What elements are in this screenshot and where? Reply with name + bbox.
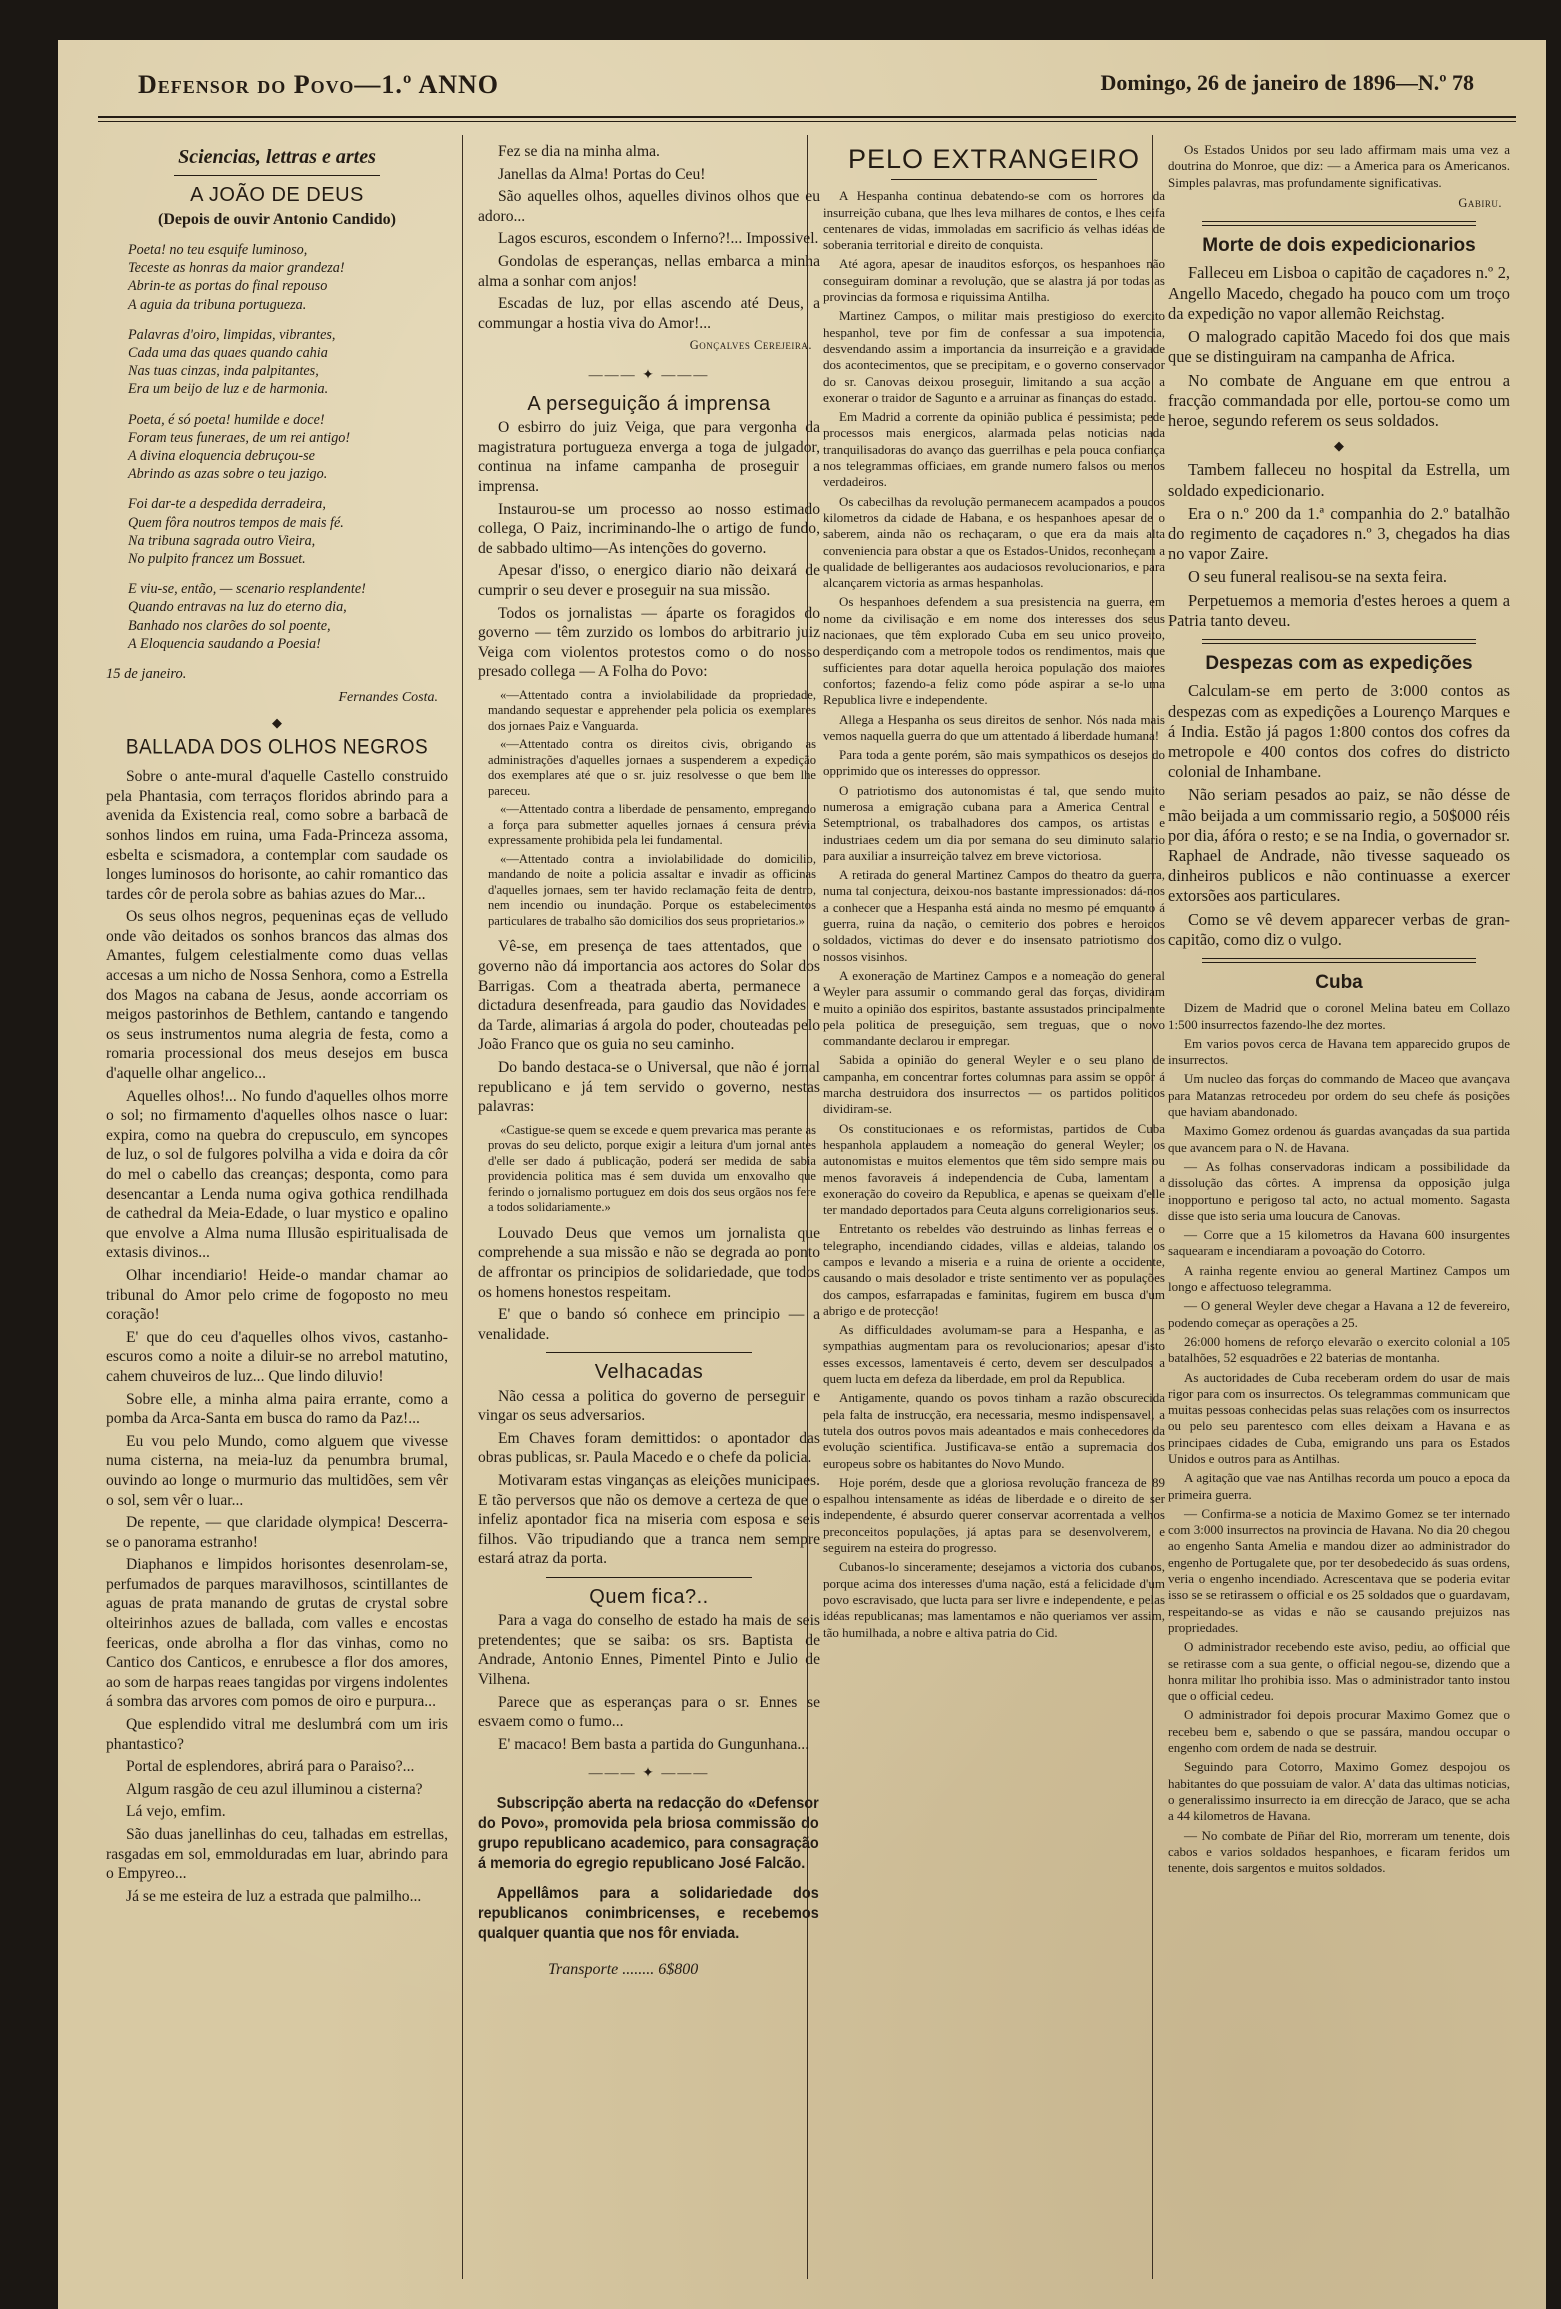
paragraph: Não cessa a politica do governo de perseguir e vingar os seus adversarios. <box>478 1387 820 1425</box>
article-title-quemfica: Quem fica?.. <box>589 1586 709 1608</box>
article-title-cuba: Cuba <box>1315 971 1363 993</box>
paragraph: Sobre o ante-mural d'aquelle Castello construido pela Phantasia, com terraços floridos abrindo para a avenida da Existencia real, como sobre a barbacã de sonhos lindos em ruina, uma Fada-Princeza assoma, esbelta e scismadora, a contemplar com saudade os longes luminosos do horisonte, ao cahir romantico das tardes côr de perola sobre as bahias azues do Mar... <box>106 768 448 903</box>
paragraph: Olhar incendiario! Heide-o mandar chamar ao tribunal do Amor pelo crime de fogoposto no meu coração! <box>106 1266 448 1324</box>
paragraph: Antigamente, quando os povos tinham a razão obscurecida pela falta de instrucção, era necessaria, mesmo indispensavel, a tutela dos outros povos mais adeantados e mais conhecedores da evolução scientifica. Justificava-se então a supremacia dos europeus sobre os habitantes do Novo Mundo. <box>823 1390 1165 1471</box>
masthead <box>58 40 1546 120</box>
ornament: ◆ <box>272 714 282 730</box>
paragraph: Janellas da Alma! Portas do Ceu! <box>498 165 706 183</box>
paragraph: O esbirro do juiz Veiga, que para vergonha da magistratura portugueza enverga a toga de julgador, continua na infame campanha de proseguir a imprensa. <box>478 419 820 496</box>
poem-line: Na tribuna sagrada outro Vieira, <box>128 532 316 549</box>
paragraph: No combate de Anguane em que entrou a fracção commandada por elle, portou-se como um heroe, segundo referem os seus soldados. <box>1168 370 1510 430</box>
article-body <box>478 1387 820 1569</box>
divider <box>546 1352 751 1353</box>
subscription-notice <box>478 1794 819 1944</box>
paragraph: Sabida a opinião do general Weyler e o seu plano de campanha, em concentrar fortes columnas para assim se oppôr á marcha destruidora dos insurrectos — os partidos politicos dividiram-se. <box>823 1052 1165 1117</box>
poem-line: Abrin-te as portas do final repouso <box>128 278 328 295</box>
poem-stanza <box>128 241 448 314</box>
divider <box>891 179 1096 180</box>
paragraph: Fez se dia na minha alma. <box>498 143 660 160</box>
poem-line: No pulpito francez um Bossuet. <box>128 550 306 567</box>
paragraph: As auctoridades de Cuba receberam ordem do usar de mais rigor para com os insurrectos. Os telegrammas communicam que muitas pessoas conhecidas pelas suas relações com os insurrectos ou pelo seu parentesco com elles deixam a Havana e as principaes cidades de Cuba, emigrando uns para os Estados Unidos e outros para as Antilhas. <box>1168 1369 1510 1466</box>
paragraph: Como se vê devem apparecer verbas de gran-capitão, como diz o vulgo. <box>1168 909 1510 949</box>
paragraph: Os hespanhoes defendem a sua presistencia na guerra, em nome da civilisação e em nome dos interesses dos seus nacionaes, que têm explorado Cuba em seu unico proveito, desperdiçando com a metropole todos os rendimentos, mais que sufficientes para dotar aquella heroica população dos maiores confortos; fazendo-a feliz como póde aspirar a se-lo uma Republica livre e independente. <box>823 594 1165 708</box>
paragraph: A agitação que vae nas Antilhas recorda um pouco a epoca da primeira guerra. <box>1168 1470 1510 1502</box>
paragraph: Os cabecilhas da revolução permanecem acampados a poucos kilometros da cidade de Habana, e os hespanhoes apesar de o saberem, ainda não os rechaçaram, o que era da mais alta conveniencia para obstar a que os Estados-Unidos, reconheçam a qualidade de belligerantes aos audaciosos revolucionarios, e para alcançarem victoria as armas hespanholas. <box>823 493 1165 591</box>
paragraph: Allega a Hespanha os seus direitos de senhor. Nós nada mais vemos naquella guerra do que um attentado á liberdade humana! <box>823 711 1165 743</box>
quote-paragraph: «—Attentado contra a inviolabilidade da propriedade, mandando sequestar e apprehender pela policia os exemplares dos jornaes Paiz e Vanguarda. <box>488 687 816 733</box>
poem-line: Teceste as honras da maior grandeza! <box>128 260 345 277</box>
paragraph: Aquelles olhos!... No fundo d'aquelles olhos morre o sol; no firmamento d'aquelles olhos nasce o luar: expira, como na quebra do crepusculo, em syncopes de luz, o sol de fulgores polvilha a vida e doira da côr do mel o cabello das creanças; desponta, como para desencantar a Lenda numa ogiva gothica rendilhada de cathedral da Meia-Edade, o luar mystico e opalino que envolve a Alma numa Illusão espiritualisada de extasis divinos... <box>106 1087 448 1262</box>
paragraph: Os seus olhos negros, pequeninas eças de velludo onde vão deitados os sonhos brancos das almas dos Amantes, fulgem celestialmente como duas vellas accesas a um nicho de Nossa Senhora, como a Estrella dos Magos na cabana de Jesus, aonde accorriam os meigos pastorinhos de Bethlem, cantando e tangendo os seus instrumentos numa alegria de festa, como a romaria processional dos meus desejos em busca d'aquelle olhar angelico... <box>106 908 448 1083</box>
column-1 <box>106 142 448 1909</box>
paragraph: De repente, — que claridade olympica! Descerra-se o panorama estranho! <box>106 1514 448 1551</box>
article-body <box>1168 263 1510 431</box>
paragraph: Perpetuemos a memoria d'estes heroes a quem a Patria tanto deveu. <box>1168 590 1510 630</box>
masthead-date: Domingo, 26 de janeiro de 1896—N.º 78 <box>1100 70 1474 95</box>
paragraph: Todos os jornalistas — áparte os foragidos do governo — têm zurzido os lombos do arbitrario juiz Veiga com violentos protestos como o do nosso presado collega — A Folha do Povo: <box>478 604 820 681</box>
article-quote <box>488 1123 816 1216</box>
paragraph: Portal de esplendores, abrirá para o Paraiso?... <box>126 1758 415 1776</box>
article-body <box>1168 460 1510 631</box>
paragraph: Já se me esteira de luz a estrada que palmilho... <box>126 1887 422 1905</box>
quote-paragraph: «—Attentado contra a inviolabilidade do domicilio, mandando de noite a policia assaltar e invadir as officinas d'aquelles jornaes, sem ter havido reclamação feita de dentro, nem incendio ou inundação. Porque os estabelecimentos particulares de trabalho são domicilios dos seus proprietarios.» <box>488 851 816 928</box>
article-title-velhacadas: Velhacadas <box>594 1361 704 1384</box>
column-2 <box>478 142 820 1979</box>
column-3 <box>823 142 1165 1644</box>
paragraph: 26:000 homens de reforço elevarão o exercito colonial a 105 batalhões, 52 esquadrões e 22 baterias de montanha. <box>1168 1333 1510 1366</box>
paragraph: — Corre que a 15 kilometros da Havana 600 insurgentes saquearam e incendiaram a povoação do Cotorro. <box>1168 1227 1510 1259</box>
article-quote <box>488 688 816 930</box>
article-body <box>1168 1000 1510 1876</box>
intro-paragraph <box>1168 142 1510 191</box>
poem-line: Nas tuas cinzas, inda palpitantes, <box>128 363 319 380</box>
paragraph: — O general Weyler deve chegar a Havana a 12 de fevereiro, podendo começar as operações a 25. <box>1168 1298 1510 1330</box>
paragraph: Diaphanos e limpidos horisontes desenrolam-se, perfumados de parques maravilhosos, scintillantes de aguas de prata manando de grutas de crystal sobre olteirinhos azues de ballada, com valles e encostas feericas, onde abrolha a flor das vinhas, como no Cantico dos Canticos, e enrubesce a flor dos amores, ao som de harpas reaes tangidas por virgens indolentes á sombra das arvores com pomos de oiro e purpura... <box>106 1556 448 1711</box>
article-title-expenses: Despezas com as expedições <box>1205 653 1473 675</box>
paragraph: A retirada do general Martinez Campos do theatro da guerra, numa tal conjectura, deixou-nos bastante impressionados: dá-nos a conhecer que a Hespanha está ainda no mesmo pé emquanto á guerra, ruina da nação, o cemiterio dos pobres e heroicos soldados, victimas do dever e do insensato patriotismo dos nossos visinhos. <box>823 867 1165 964</box>
poem-line: Palavras d'oiro, limpidas, vibrantes, <box>128 326 336 343</box>
poem-line: A divina eloquencia debruçou-se <box>128 447 315 464</box>
ornament: ◆ <box>1334 438 1344 454</box>
article-body <box>1168 681 1510 950</box>
quote-paragraph: «—Attentado contra a liberdade de pensamento, empregando a força para submetter aquelles jornaes á censura prévia expressamente prohibida pela lei fundamental. <box>488 802 816 848</box>
section-title: Sciencias, lettras e artes <box>178 146 376 168</box>
article-title-persecution: A perseguição á imprensa <box>527 392 771 415</box>
paragraph: Que esplendido vitral me deslumbrá com um iris phantastico? <box>106 1716 448 1753</box>
paragraph: E' que o bando só conhece em principio — a venalidade. <box>478 1306 820 1343</box>
paragraph: Não seriam pesados ao paiz, se não désse de mão beijada a um commissario regio, a 50$000 réis por dia, áfóra o resto; e se na India, o governador sr. Raphael de Andrade, não tivesse saqueado os dinheiros publicos e não continuasse a exercer extorsões aos particulares. <box>1168 785 1510 906</box>
article-title-deaths: Morte de dois expedicionarios <box>1202 235 1476 257</box>
ballada-body <box>106 767 448 1906</box>
ballada-title: BALLADA DOS OLHOS NEGROS <box>125 735 429 759</box>
article-body <box>478 937 820 1116</box>
paragraph: Para toda a gente porém, são mais sympathicos os desejos do opprimido que os interesses do oppressor. <box>823 747 1165 779</box>
poem-stanza <box>128 495 448 568</box>
newspaper-page <box>58 40 1546 2309</box>
paragraph: — Confirma-se a noticia de Maximo Gomez se ter internado com 3:000 insurrectos na provincia de Havana. No dia 20 chegou ao engenho Santa Amelia e mandou dizer ao administrador do engenho de Portugalete que, por ter desobedecido ás suas ordens, veria o engenho incendiado. Acrescentava que se poderia evitar isso se se retirassem o official e os 25 soldados que o guardavam, respeitando-se as vidas e não se causando prejuizos nas propriedades. <box>1168 1505 1510 1635</box>
poem-line: Foram teus funeraes, de um rei antigo! <box>128 429 351 446</box>
paragraph: Calculam-se em perto de 3:000 contos as despezas com as expedições a Lourenço Marques e á India. Estão já pagos 1:800 contos dos cofres da metropole e 400 contos dos cofres do districto colonial de Inhambane. <box>1168 681 1510 782</box>
paragraph: O malogrado capitão Macedo foi dos que mais que se distinguiram na campanha de Africa. <box>1168 327 1510 367</box>
foreign-news-body <box>823 188 1165 1641</box>
poem-author: Fernandes Costa. <box>338 690 438 706</box>
intro-author: Gabiru. <box>1458 195 1502 210</box>
paragraph: Entretanto os rebeldes vão destruindo as linhas ferreas e o telegrapho, incendiando cidades, villas e aldeias, talando os campos e levando a miseria e a ruina de oriente a occidente, causando o mais desolador e triste sentimento ver as populações dos campos, esfarrapadas e faminitas, fugirem em busca d'um abrigo e de protecção! <box>823 1221 1165 1318</box>
paragraph: Em Madrid a corrente da opinião publica é pessimista; pede processos mais energicos, alarmada pelas noticias nada tranquilisadoras do avanço das guerrilhas e pela pouca confiança nos telegrammas officiaes, em grande numero falsos ou menos verdadeiros. <box>823 409 1165 490</box>
paragraph: Louvado Deus que vemos um jornalista que comprehende a sua missão e não se degrada ao ponto de affrontar os principios de solidariedade, que todos os homens honestos respeitam. <box>478 1224 820 1301</box>
paragraph: Para a vaga do conselho de estado ha mais de seis pretendentes; que se saiba: os srs. Baptista de Andrade, Antonio Ennes, Pimentel Pinto e Julio de Vilhena. <box>478 1612 820 1689</box>
quote-paragraph: «—Attentado contra os direitos civis, obrigando as administrações d'aquelles jornaes a suspenderem a expedição dos exemplares até que o sr. juiz resolvesse o que bem lhe pareceu. <box>488 737 816 798</box>
article-body <box>478 418 820 682</box>
divider <box>1202 221 1476 226</box>
poem-stanza <box>128 580 448 653</box>
paragraph: Instaurou-se um processo ao nosso estimado collega, O Paiz, incriminando-lhe o artigo de fundo, de sabbado ultimo—As intenções do governo. <box>478 500 820 557</box>
paragraph: Lá vejo, emfim. <box>126 1803 226 1821</box>
paragraph: Em varios povos cerca de Havana tem apparecido grupos de insurrectos. <box>1168 1035 1510 1068</box>
column-4 <box>1168 142 1510 1879</box>
ornament: ——— ✦ ——— <box>588 367 710 383</box>
paragraph: Seguindo para Cotorro, Maximo Gomez despojou os habitantes do que possuiam de valor. A' data das ultimas noticias, o generalissimo insurrecto ia em direcção de Jaraco, que se acha a 44 kilometros de Havana. <box>1168 1759 1510 1824</box>
paragraph: Apesar d'isso, o energico diario não deixará de cumprir o seu dever e proseguir na sua missão. <box>478 562 820 599</box>
transport-label: Transporte <box>548 1960 619 1978</box>
poem-line: Poeta, é só poeta! humilde e doce! <box>128 411 325 428</box>
poem-line: Foi dar-te a despedida derradeira, <box>128 496 326 513</box>
poem-line: Banhado nos clarões do sol poente, <box>128 617 331 634</box>
poem-stanza <box>128 411 448 484</box>
paragraph: O administrador recebendo este aviso, pediu, ao official que se retirasse com a sua gente, o official negou-se, dizendo que a honra militar lho prohibia isso. Mas o administrador tanto instou que o official cedeu. <box>1168 1639 1510 1704</box>
divider <box>174 175 379 176</box>
poem-line: A aguia da tribuna portugueza. <box>128 296 307 313</box>
ornament: ——— ✦ ——— <box>588 1766 710 1782</box>
paragraph: Tambem falleceu no hospital da Estrella, um soldado expedicionario. <box>1168 460 1510 500</box>
paragraph: A rainha regente enviou ao general Martinez Campos um longo e affectuoso telegramma. <box>1168 1262 1510 1295</box>
poem-line: Era um beijo de luz e de harmonia. <box>128 381 329 398</box>
poem-stanza <box>128 326 448 399</box>
paragraph: E' macaco! Bem basta a partida do Gungunhana... <box>498 1735 810 1753</box>
paragraph: Vê-se, em presença de taes attentados, que o governo não dá importancia aos actores do Solar dos Barrigas. Com a theatrada aberta, permanece a dictadura desenfreada, para gaudio das Novidades e da Tarde, alimarias á argola do poder, chouteadas pelo João Franco que os guia no seu caminho. <box>478 938 820 1054</box>
paragraph: Do bando destaca-se o Universal, que não é jornal republicano e já tem servido o governo, nestas palavras: <box>478 1059 820 1116</box>
paragraph: Sobre elle, a minha alma paira errante, como a pomba da Arca-Santa em busca do ramo da Paz!... <box>106 1390 448 1428</box>
paragraph: O administrador foi depois procurar Maximo Gomez que o recebeu bem e, sabendo o que se passára, mandou occupar o engenho com ordem de nada se destruir. <box>1168 1707 1510 1756</box>
paragraph: Era o n.º 200 da 1.ª companhia do 2.º batalhão do regimento de caçadores n.º 3, chegados ha dias no vapor Zaire. <box>1168 503 1510 564</box>
poem-line: Quem fôra noutros tempos de mais fé. <box>128 514 344 531</box>
foreign-news-title: PELO EXTRANGEIRO <box>847 144 1141 174</box>
paragraph: São aquelles olhos, aquelles divinos olhos que eu adoro... <box>478 188 820 225</box>
poem-line: A Eloquencia saudando a Poesia! <box>128 635 321 652</box>
paragraph: A Hespanha continua debatendo-se com os horrores da insurreição cubana, que lhes leva milhares de contos, e lhes ceifa centenares de vidas, immoladas em sacrificio ás velhas idéas de soberania territorial e direito de conquista. <box>823 188 1165 253</box>
article-body <box>478 1611 820 1754</box>
poem-line: Cada uma das quaes quando cahia <box>128 344 328 361</box>
paragraph: O patriotismo dos autonomistas é tal, que sendo muito numerosa a emigração cubana para a America Central e Setemptrional, os trabalhadores dos campos, os artistas e industriaes cedem um dia por semana do seu diminuto salario para auxiliar a insurreição talvez em breve victoriosa. <box>823 782 1165 863</box>
poem-body <box>106 241 448 653</box>
divider <box>1202 958 1476 963</box>
quote-text: «Castigue-se quem se excede e quem prevarica mas perante as provas do seu delicto, porque exigir a leitura d'um jornal antes d'elle ser dado á publicação, poderá ser medida de sabia providencia politica mas é sem duvida um enxovalho que ferindo o jornalismo portuguez em dois dos seus orgãos nos fere a todos solidariamente.» <box>488 1122 816 1215</box>
notice-paragraph: Subscripção aberta na redacção do «Defensor do Povo», promovida pela briosa commissão do grupo republicano academico, para consagração á memoria do egregio republicano José Falcão. <box>478 1794 819 1872</box>
poem-line: Quando entravas na luz do eterno dia, <box>128 599 347 616</box>
masthead-title: Defensor do Povo—1.º ANNO <box>138 70 500 99</box>
paragraph: Cubanos-lo sinceramente; desejamos a victoria dos cubanos, porque acima dos interesses d'uma nação, está a felicidade d'um povo escravisado, que lucta para ser livre e independente, e pelas idéas republicanas; mas lamentamos e não queriamos ver assim, tão humilhada, a nobre e altiva patria do Cid. <box>823 1559 1165 1640</box>
paragraph: Os constitucionaes e os reformistas, partidos de Cuba hespanhola applaudem a nomeação do general Weyler; os autonomistas e muitos elementos que têm sido sempre mais ou menos favoraveis á independencia de Cuba, lamentam a exoneração do coveiro da Republica, e apenas se queixam d'elle ter mandado deportados para Ceuta alguns correligionarios seus. <box>823 1120 1165 1218</box>
masthead-rule-thin <box>98 121 1516 122</box>
poem-date: 15 de janeiro. <box>106 665 187 682</box>
paragraph: — No combate de Piñar del Rio, morreram um tenente, dois cabos e varios soldados hespanhoes, e ficaram feridos um tenente, dois sargentos e muitos soldados. <box>1168 1827 1510 1876</box>
paragraph: Até agora, apesar de inauditos esforços, os hespanhoes não conseguiram dominar a revolução, que se alastra já por todas as provincias da formosa e riquissima Antilha. <box>823 256 1165 305</box>
poem-line: E viu-se, então, — scenario resplandente! <box>128 581 366 598</box>
poem-line: Abrindo as azas sobre o teu jazigo. <box>128 466 328 483</box>
ballada-ending <box>478 142 820 333</box>
paragraph: Gondolas de esperanças, nellas embarca a minha alma a sonhar com anjos! <box>478 252 820 290</box>
paragraph: Martinez Campos, o militar mais prestigioso do exercito hespanhol, teve por fim de confessar a sua impotencia, desvendando assim a importancia da insurreição e a gravidade dos acontecimentos, que se precipitam, e o governo conservador do sr. Canovas deixou proseguir, limitando a sua acção a exonerar o traidor de Sagunto e a arruinar as finanças do estado. <box>823 308 1165 405</box>
column-divider <box>462 135 463 2279</box>
article-body <box>478 1224 820 1345</box>
paragraph: Motivaram estas vinganças as eleições municipaes. E tão perversos que não os demove a certeza de que o infeliz apontador fica na miseria com esposa e seis filhos. Vão tripudiando que a tranca nem sempre estará atraz da porta. <box>478 1472 820 1568</box>
paragraph: São duas janellinhas do ceu, talhadas em estrellas, rasgadas em sol, emmolduradas em luar, abrindo para o Empyreo... <box>106 1826 448 1883</box>
poem-subtitle: (Depois de ouvir Antonio Candido) <box>158 210 396 228</box>
notice-paragraph: Appellâmos para a solidariedade dos republicanos conimbricenses, e recebemos qualquer quantia que nos fôr enviada. <box>478 1884 819 1942</box>
transport-value: 6$800 <box>658 1960 699 1978</box>
paragraph: Escadas de luz, por ellas ascendo até Deus, a commungar a hostia viva do Amor!... <box>478 295 820 332</box>
paragraph: Dizem de Madrid que o coronel Melina bateu em Collazo 1:500 insurrectos fazendo-lhe dez mortes. <box>1168 1000 1510 1032</box>
paragraph: Um nucleo das forças do commando de Maceo que avançava para Matanzas retrocedeu por ordem do seu chefe ás posições que haviam abandonado. <box>1168 1071 1510 1120</box>
divider <box>1202 639 1476 644</box>
paragraph: Falleceu em Lisboa o capitão de caçadores n.º 2, Angello Macedo, chegado ha pouco com um troço da expedição no vapor allemão Reichstag. <box>1168 263 1510 323</box>
paragraph: Eu vou pelo Mundo, como alguem que vivesse numa cisterna, na meia-luz da penumbra brumal, ouvindo ao longe o murmurio das multidões, sem vêr o sol, sem vêr o luar... <box>106 1432 448 1509</box>
poem-line: Poeta! no teu esquife luminoso, <box>128 241 308 258</box>
paragraph: Lagos escuros, escondem o Inferno?!... Impossivel. <box>498 230 819 248</box>
transport-dots: ........ <box>622 1960 659 1978</box>
ballada-author: Gonçalves Cerejeira. <box>689 338 812 353</box>
divider <box>546 1577 751 1578</box>
paragraph: — As folhas conservadoras indicam a possibilidade da dissolução das côrtes. A imprensa da opposição julga inopportuno e perigoso tal acto, no actual momento. Sagasta disse que isto seria uma loucura de Canovas. <box>1168 1158 1510 1223</box>
paragraph: A exoneração de Martinez Campos e a nomeação do general Weyler para assumir o commando geral das forças, dividiram muito a opinião dos espiritos, bastante assustados principalmente pela politica de preseguição, sem treguas, que o novo commandante declarou ir empregar. <box>823 967 1165 1049</box>
poem-title: A JOÃO DE DEUS <box>190 184 364 207</box>
paragraph: E' que do ceu d'aquelles olhos vivos, castanho-escuros como a noite a diluir-se no arrebol matutino, cahem chuveiros de luz... Que lindo diluvio! <box>106 1328 448 1385</box>
paragraph: Hoje porém, desde que a gloriosa revolução franceza de 89 espalhou intensamente as idéas de liberdade e o direito de ser independente, é absurdo querer conservar acorrentada a velhos preconceitos populações, já aptas para se desenvolverem, e seguirem na esteira do progresso. <box>823 1474 1165 1556</box>
paragraph: Parece que as esperanças para o sr. Ennes se esvaem como o fumo... <box>478 1693 820 1731</box>
masthead-rule <box>98 116 1516 118</box>
intro-text: Os Estados Unidos por seu lado affirmam mais uma vez a doutrina do Monroe, que diz: — a America para os Americanos. Simples palavras, mas profundamente significativas. <box>1168 142 1510 190</box>
paragraph: Algum rasgão de ceu azul illuminou a cisterna? <box>126 1780 423 1798</box>
paragraph: As difficuldades avolumam-se para a Hespanha, e as sympathias augmentam para os revolucionarios; apesar d'isto esses excessos, lamentaveis é certo, devem ser desculpados a quem lucta em defeza da liberdade, em prol da Republica. <box>823 1322 1165 1387</box>
paragraph: Maximo Gomez ordenou ás guardas avançadas da sua partida que avancem para o N. de Havana. <box>1168 1123 1510 1155</box>
paragraph: O seu funeral realisou-se na sexta feira. <box>1188 567 1447 587</box>
paragraph: Em Chaves foram demittidos: o apontador das obras publicas, sr. Paula Macedo e o chefe da policia. <box>478 1429 820 1467</box>
transport-line <box>548 1960 820 1979</box>
